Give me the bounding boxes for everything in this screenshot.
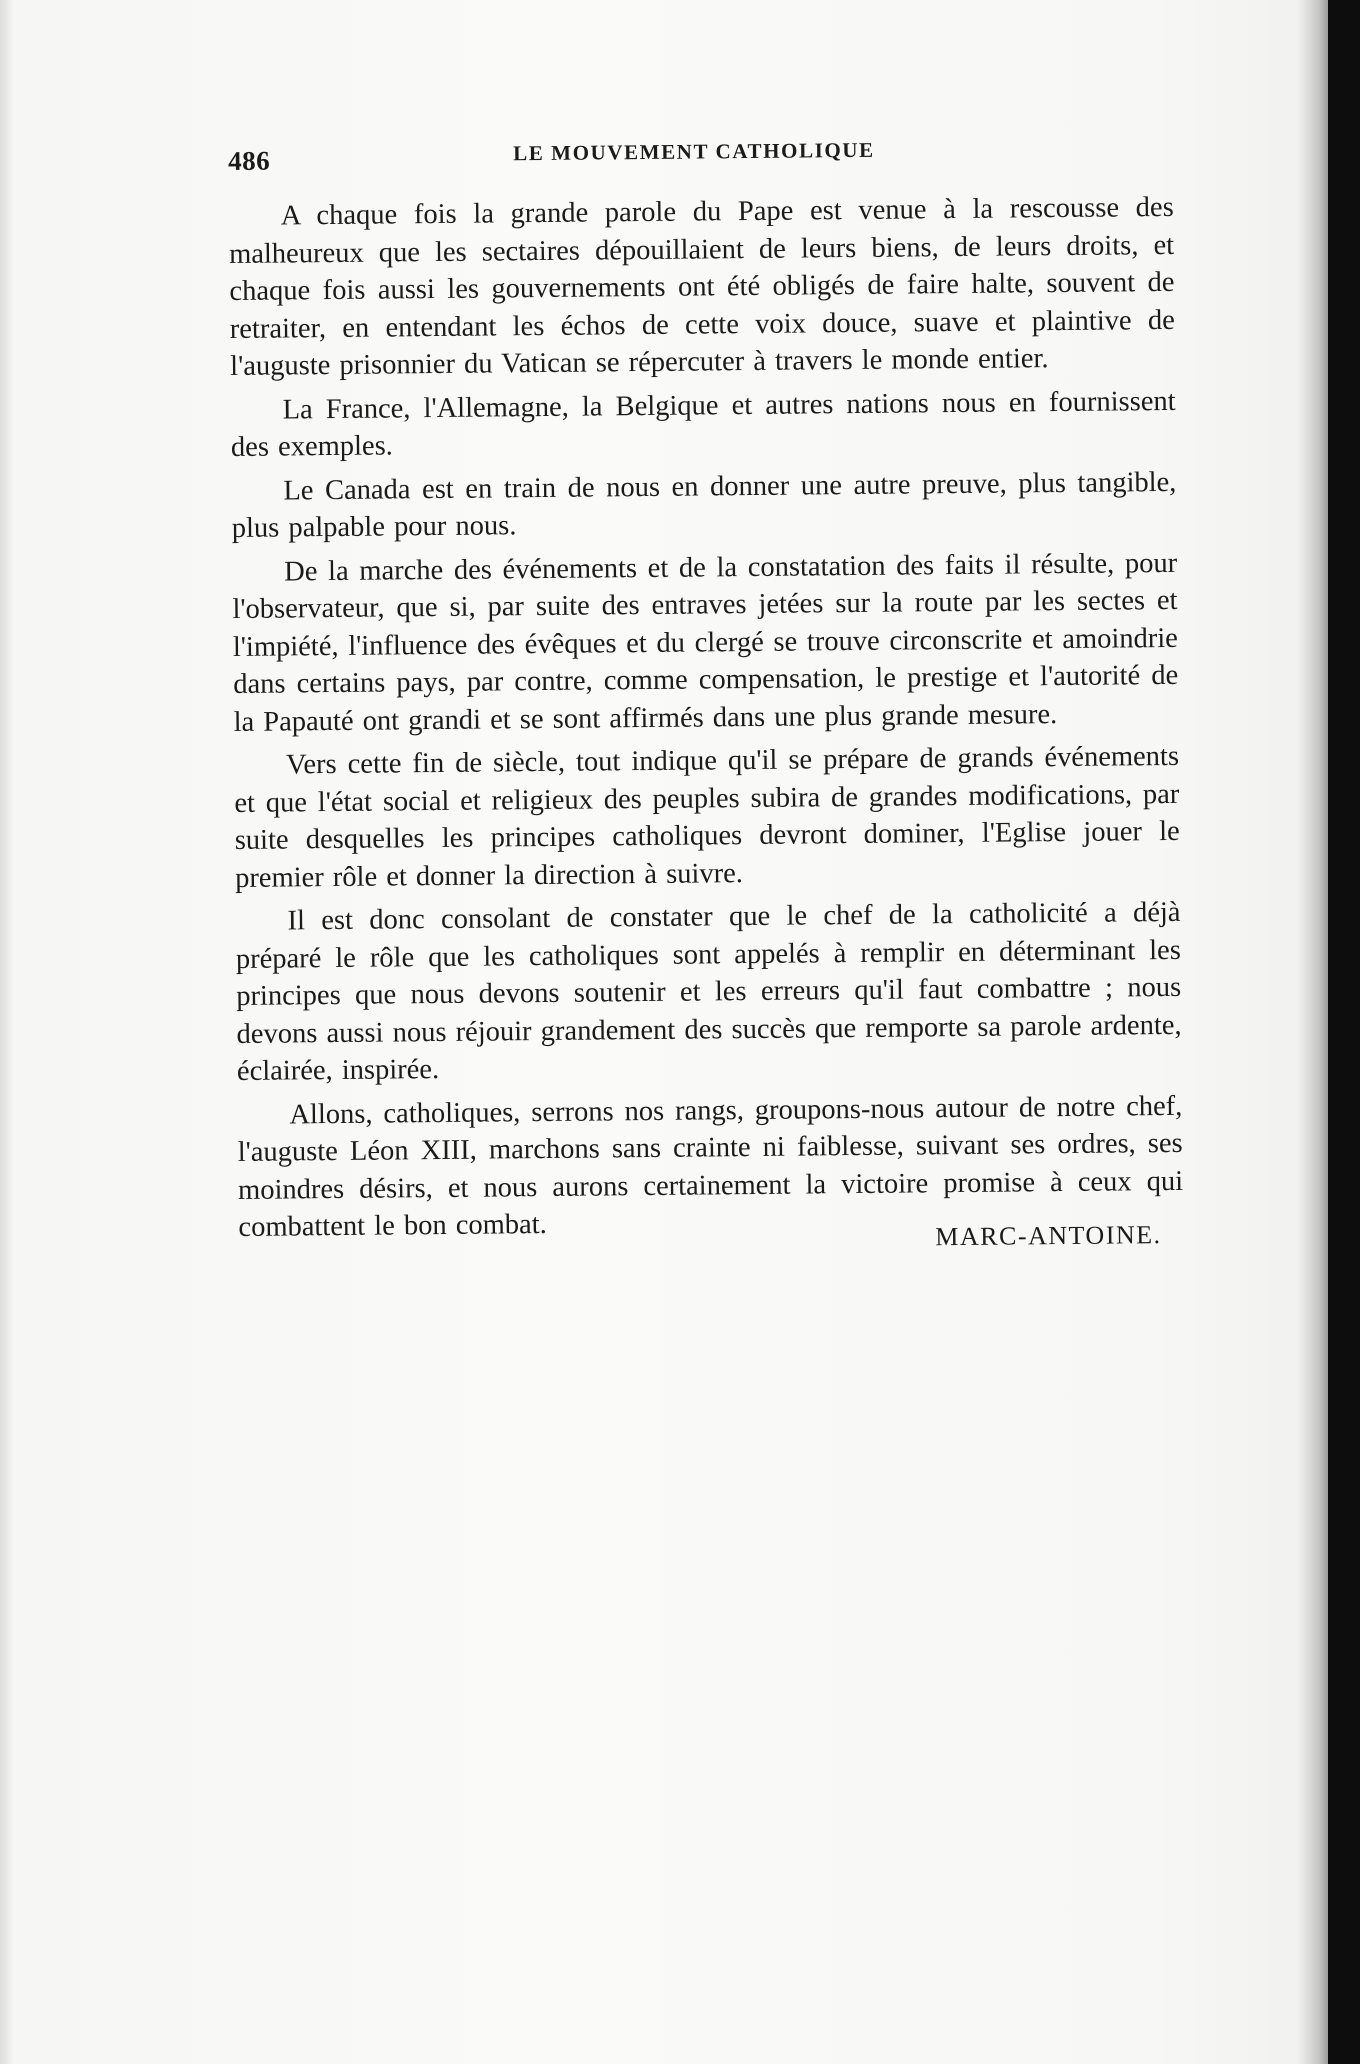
paragraph: Allons, catholiques, serrons nos rangs, groupons-nous autour de notre chef, l'auguste Léon XIII, marchons sans crainte ni faiblesse, suivant ses ordres, ses moindres désirs, et nous aurons certainement la victoire promise à ceux qui combattent le bon combat. [237, 1090, 1184, 1243]
author-signature: MARC-ANTOINE. [935, 1219, 1162, 1251]
page-content [228, 129, 1184, 1259]
page-number: 486 [228, 145, 271, 176]
paragraph: La France, l'Allemagne, la Belgique et autres nations nous en fournissent des exemples. [230, 385, 1176, 463]
paragraph: A chaque fois la grande parole du Pape est venue à la rescousse des malheureux que les sectaires dépouillaient de leurs biens, de leurs droits, et chaque fois aussi les gouvernements ont été obligés de faire halte, souvent de retraiter, en entendant les échos de cette voix douce, suave et plaintive de l'auguste prisonnier du Vatican se répercuter à travers le monde entier. [228, 191, 1175, 382]
paragraph: Vers cette fin de siècle, tout indique qu'il se prépare de grands événements et que l'état social et religieux des peuples subira de grandes modifications, par suite desquelles les principes catholiques devront dominer, l'Eglise jouer le premier rôle et donner la direction à suivre. [234, 740, 1180, 894]
paragraph: Le Canada est en train de nous en donner une autre preuve, plus tangible, plus palpable pour nous. [231, 466, 1177, 544]
scan-left-edge-shadow [0, 0, 14, 2064]
paragraph: Il est donc consolant de constater que le chef de la catholicité a déjà préparé le rôle que les catholiques sont appelés à remplir en déterminant les principes que nous devons soutenir et les erreurs qu'il faut combattre ; nous devons aussi nous réjouir grandement des succès que remporte sa parole ardente, éclairée, inspirée. [235, 896, 1182, 1087]
page-header [228, 129, 1173, 178]
paragraph: De la marche des événements et de la constatation des faits il résulte, pour l'observateur, que si, par suite des entraves jetées sur la route par les sectes et l'impiété, l'influence des évêques et du clergé se trouve circonscrite et amoindrie dans certains pays, par contre, comme compensation, le prestige et l'autorité de la Papauté ont grandi et se sont affirmés dans une plus grande mesure. [232, 547, 1179, 738]
scan-gutter-shadow [1298, 0, 1328, 2064]
body-text [229, 189, 1184, 1259]
running-title: LE MOUVEMENT CATHOLIQUE [513, 137, 875, 166]
scan-right-edge [1328, 0, 1360, 2064]
